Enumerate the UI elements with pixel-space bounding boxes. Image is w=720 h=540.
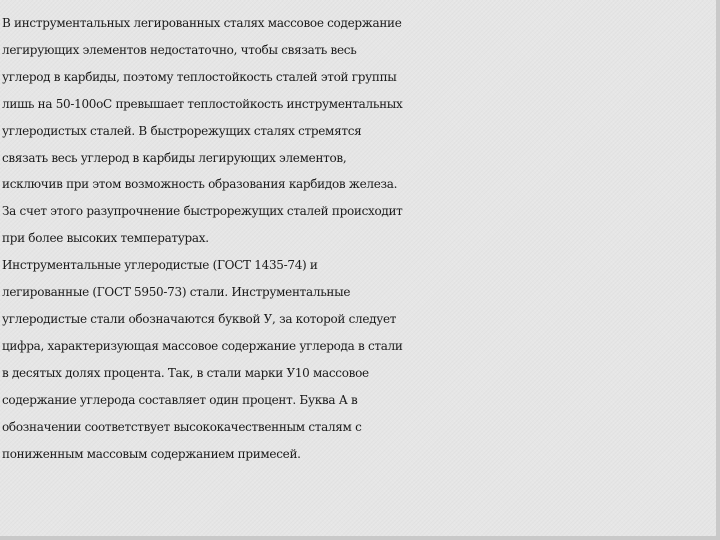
text-line: легирующих элементов недостаточно, чтобы связать весь: [2, 42, 357, 57]
text-line: в десятых долях процента. Так, в стали марки У10 массовое: [2, 365, 369, 380]
slide-frame-edge-right: [716, 0, 720, 540]
text-line: За счет этого разупрочнение быстрорежущих сталей происходит: [2, 204, 403, 219]
slide-frame-edge-bottom: [0, 536, 720, 540]
text-line: легированные (ГОСТ 5950-73) стали. Инструментальные: [2, 285, 351, 300]
text-line: лишь на 50-100оС превышает теплостойкость инструментальных: [2, 96, 403, 111]
slide-text-body: [2, 10, 718, 467]
text-line: содержание углерода составляет один процент. Буква А в: [2, 392, 358, 407]
text-line: при более высоких температурах.: [2, 231, 209, 246]
text-line: связать весь углерод в карбиды легирующих элементов,: [2, 150, 347, 165]
paragraph-alloy-steels: [2, 10, 718, 252]
text-line: углеродистые стали обозначаются буквой У, за которой следует: [2, 311, 397, 326]
text-line: пониженным массовым содержанием примесей.: [2, 446, 301, 461]
text-line: Инструментальные углеродистые (ГОСТ 1435-74) и: [2, 258, 318, 273]
text-line: обозначении соответствует высококачественным сталям с: [2, 419, 362, 434]
text-line: цифра, характеризующая массовое содержание углерода в стали: [2, 338, 403, 353]
paragraph-carbon-steels: [2, 252, 718, 467]
text-line: углерод в карбиды, поэтому теплостойкость сталей этой группы: [2, 69, 397, 84]
text-line: В инструментальных легированных сталях массовое содержание: [2, 16, 402, 30]
text-line: углеродистых сталей. В быстрорежущих сталях стремятся: [2, 123, 362, 138]
text-line: исключив при этом возможность образования карбидов железа.: [2, 177, 398, 192]
